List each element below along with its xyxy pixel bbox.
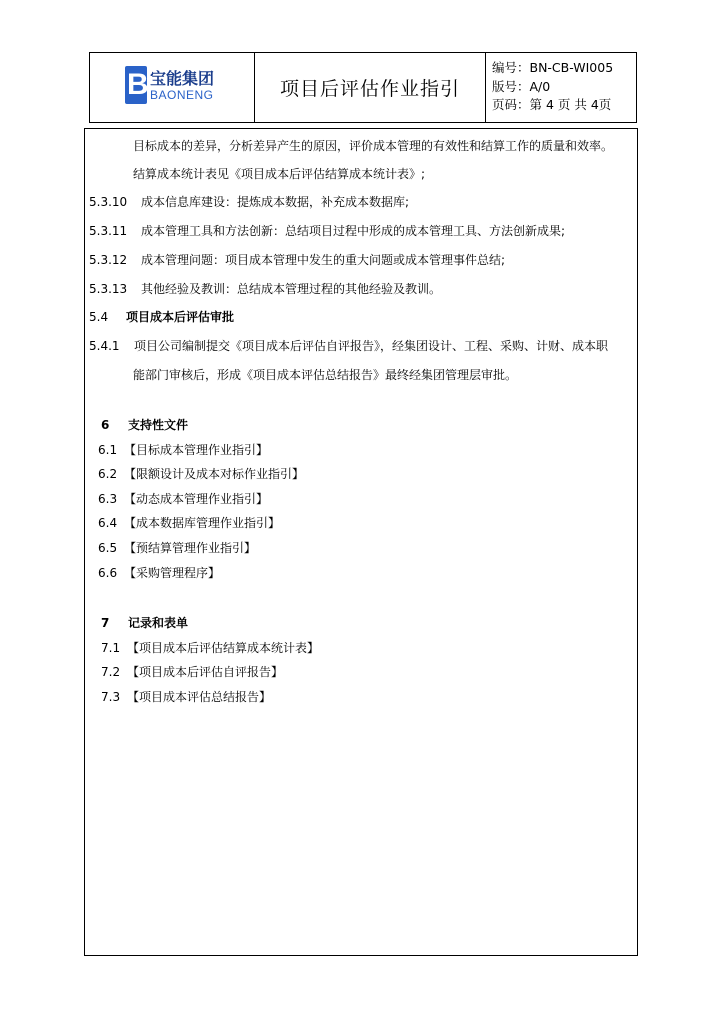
section-5-3-11 [89, 224, 565, 238]
list-item: 7.3 【项目成本评估总结报告】 [101, 690, 272, 704]
section-text: 项目公司编制提交《项目成本后评估自评报告》，经集团设计、工程、采购、计财、成本职 [134, 339, 609, 353]
section-5-3-12 [89, 253, 505, 267]
list-item: 6.2 【限额设计及成本对标作业指引】 [98, 467, 305, 481]
section-text: 成本管理工具和方法创新：总结项目过程中形成的成本管理工具、方法创新成果; [141, 224, 566, 238]
logo-b-mark: B [125, 66, 147, 104]
section-text: 其他经验及教训：总结成本管理过程的其他经验及教训。 [141, 282, 442, 296]
paragraph-line: 结算成本统计表见《项目成本后评估结算成本统计表》; [133, 167, 426, 181]
section-heading: 记录和表单 [128, 616, 189, 630]
section-number: 5.4 [89, 310, 109, 324]
section-5-4-1 [89, 339, 608, 353]
document-version: 版号：A/0 [492, 78, 551, 94]
list-item: 6.1 【目标成本管理作业指引】 [98, 443, 269, 457]
section-5-3-13 [89, 282, 441, 296]
section-heading: 项目成本后评估审批 [126, 310, 235, 324]
section-6-heading [101, 418, 188, 432]
list-item: 7.1 【项目成本后评估结算成本统计表】 [101, 641, 320, 655]
section-7-heading [101, 616, 188, 630]
section-number: 5.4.1 [89, 339, 120, 353]
section-text: 成本信息库建设：提炼成本数据，补充成本数据库; [141, 195, 410, 209]
document-meta [486, 53, 636, 122]
section-5-4 [89, 310, 234, 324]
document-code: 编号：BN-CB-WI005 [492, 60, 614, 75]
paragraph-line: 目标成本的差异，分析差异产生的原因，评价成本管理的有效性和结算工作的质量和效率。 [133, 139, 614, 153]
company-logo [90, 53, 255, 122]
list-item: 6.5 【预结算管理作业指引】 [98, 541, 257, 555]
section-number: 6 [101, 418, 110, 432]
paragraph-line: 能部门审核后，形成《项目成本评估总结报告》最终经集团管理层审批。 [133, 368, 518, 382]
logo-chinese-name: 宝能集团 [150, 69, 215, 88]
section-number: 5.3.10 [89, 195, 128, 209]
document-title: 项目后评估作业指引 [255, 53, 486, 122]
page-number: 页码：第 4 页 共 4页 [492, 97, 612, 112]
list-item: 6.6 【采购管理程序】 [98, 566, 221, 580]
document-header [89, 52, 637, 123]
list-item: 6.4 【成本数据库管理作业指引】 [98, 516, 281, 530]
section-5-3-10 [89, 195, 409, 209]
section-number: 7 [101, 616, 110, 630]
section-number: 5.3.13 [89, 282, 128, 296]
list-item: 6.3 【动态成本管理作业指引】 [98, 492, 269, 506]
section-heading: 支持性文件 [128, 418, 189, 432]
section-number: 5.3.12 [89, 253, 128, 267]
section-number: 5.3.11 [89, 224, 128, 238]
section-text: 成本管理问题：项目成本管理中发生的重大问题或成本管理事件总结; [141, 253, 506, 267]
list-item: 7.2 【项目成本后评估自评报告】 [101, 665, 284, 679]
logo-english-name: BAONENG [150, 88, 214, 102]
